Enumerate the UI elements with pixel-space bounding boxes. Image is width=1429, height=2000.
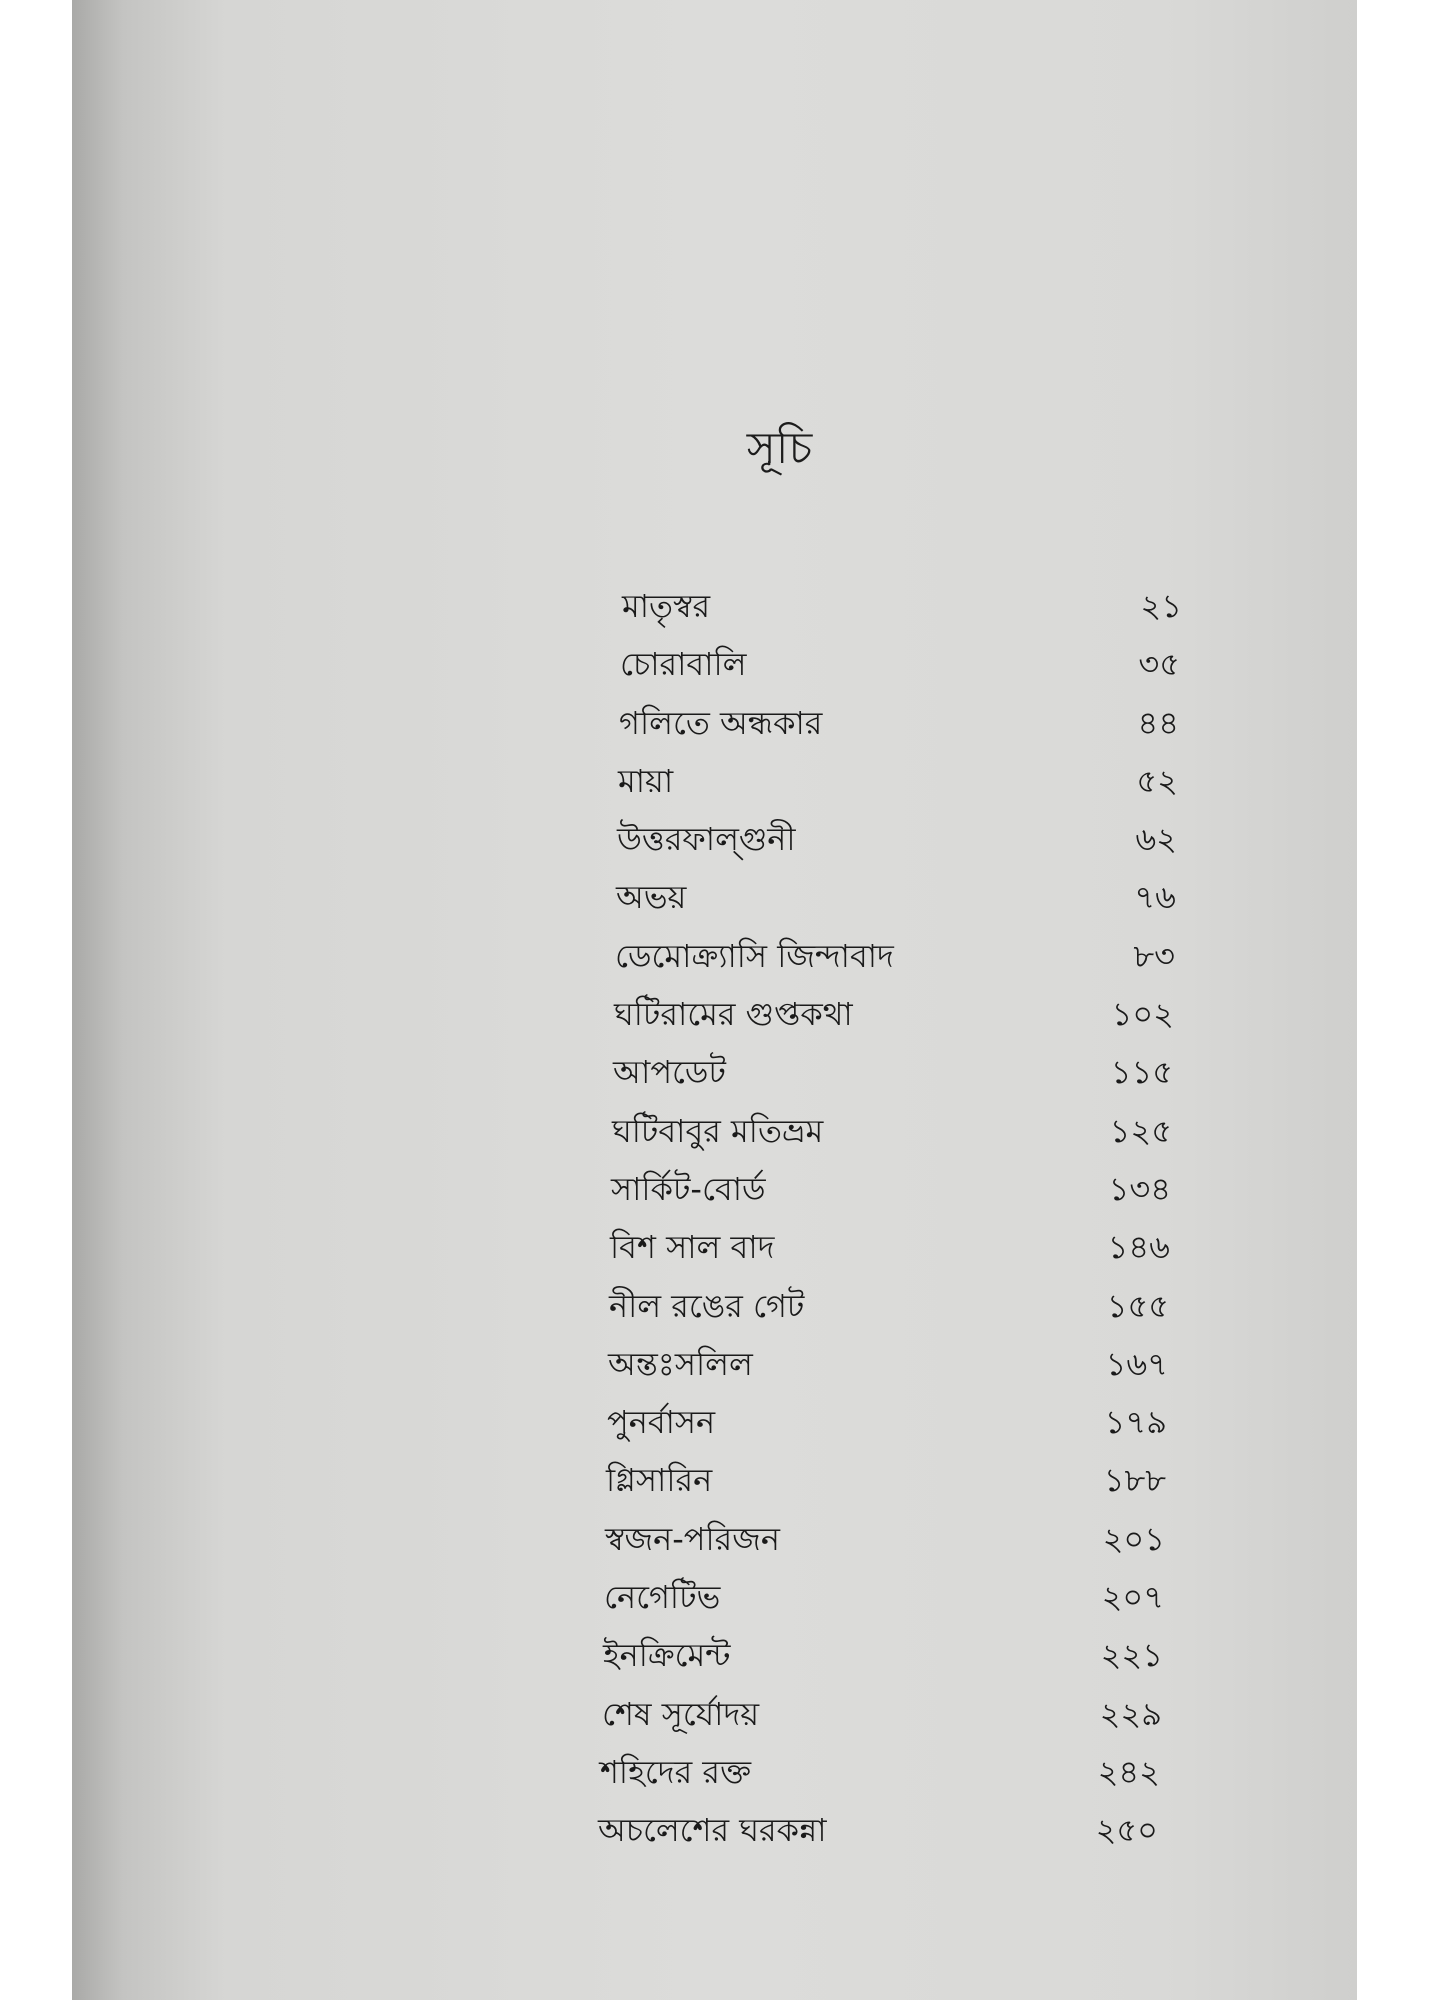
toc-entry-title: পুনর্বাসন xyxy=(607,1403,716,1442)
toc-entry-page-number: ৪৪ xyxy=(1137,703,1179,742)
toc-entry xyxy=(615,932,1175,990)
toc-entry-title: ঘটিরামের গুপ্তকথা xyxy=(614,995,853,1034)
toc-entry-title: নেগেটিভ xyxy=(604,1578,721,1617)
toc-entry-title: উত্তরফাল্গুনী xyxy=(617,820,796,859)
toc-entry xyxy=(607,1398,1167,1456)
toc-entry-page-number: ২৪২ xyxy=(1097,1752,1160,1791)
toc-entry xyxy=(613,1048,1173,1106)
toc-entry-page-number: ২২১ xyxy=(1100,1636,1163,1675)
toc-entry xyxy=(606,1456,1166,1514)
toc-entry-page-number: ১৩৪ xyxy=(1108,1169,1171,1208)
page-title: সূচি xyxy=(746,423,813,474)
toc-entry-title: সার্কিট-বোর্ড xyxy=(611,1169,766,1208)
toc-entry-page-number: ১৮৮ xyxy=(1103,1461,1166,1500)
toc-entry-title: চোরাবালি xyxy=(620,645,747,684)
toc-entry xyxy=(609,1282,1169,1340)
toc-entry-title: আপডেট xyxy=(613,1053,726,1092)
toc-entry-title: মাতৃস্বর xyxy=(622,587,711,625)
toc-entry-page-number: ৫২ xyxy=(1136,761,1178,800)
toc-entry xyxy=(620,640,1180,698)
toc-entry-title: বিশ সাল বাদ xyxy=(610,1228,775,1267)
book-page xyxy=(72,0,1357,2000)
toc-entry xyxy=(598,1806,1158,1864)
toc-entry-title: গলিতে অন্ধকার xyxy=(619,703,823,742)
toc-entry xyxy=(604,1573,1164,1631)
toc-entry-page-number: ২২৯ xyxy=(1099,1694,1162,1733)
toc-entry-page-number: ১৭৯ xyxy=(1104,1403,1167,1442)
toc-entry xyxy=(611,1165,1171,1223)
toc-entry-title: স্বজন-পরিজন xyxy=(605,1519,780,1558)
toc-entry-title: মায়া xyxy=(618,761,674,800)
toc-entry xyxy=(616,873,1176,931)
toc-entry-page-number: ২০৭ xyxy=(1101,1578,1164,1617)
toc-entry-title: শেষ সূর্যোদয় xyxy=(602,1694,760,1733)
toc-entry-page-number: ১৪৬ xyxy=(1107,1228,1170,1267)
toc-entry-title: গ্লিসারিন xyxy=(606,1461,713,1500)
toc-entry-title: অন্তঃসলিল xyxy=(608,1344,753,1383)
toc-entry-page-number: ১৬৭ xyxy=(1105,1344,1168,1383)
toc-entry xyxy=(603,1631,1163,1689)
toc-entry-title: ডেমোক্র্যাসি জিন্দাবাদ xyxy=(615,936,894,975)
toc-entry xyxy=(618,757,1178,815)
table-of-contents xyxy=(598,582,1182,1865)
toc-entry-page-number: ২৫০ xyxy=(1095,1811,1158,1850)
toc-entry-title: ইনক্রিমেন্ট xyxy=(603,1636,731,1675)
toc-entry xyxy=(619,699,1179,757)
toc-entry xyxy=(610,1223,1170,1281)
toc-entry-page-number: ৭৬ xyxy=(1134,878,1176,917)
toc-entry xyxy=(605,1515,1165,1573)
toc-entry-title: অভয় xyxy=(616,878,687,917)
toc-entry-page-number: ৮৩ xyxy=(1133,936,1175,975)
toc-entry-page-number: ৩৫ xyxy=(1138,645,1180,684)
toc-entry xyxy=(600,1748,1160,1806)
toc-entry-title: অচলেশের ঘরকন্না xyxy=(598,1811,827,1850)
toc-entry-page-number: ২০১ xyxy=(1102,1519,1165,1558)
toc-entry-title: নীল রঙের গেট xyxy=(609,1286,805,1325)
toc-entry xyxy=(602,1690,1162,1748)
toc-entry xyxy=(622,582,1182,640)
toc-entry-page-number: ৬২ xyxy=(1135,820,1177,859)
toc-entry xyxy=(614,990,1174,1048)
toc-entry-page-number: ২১ xyxy=(1140,587,1182,625)
toc-entry-page-number: ১৫৫ xyxy=(1106,1286,1169,1325)
toc-entry xyxy=(612,1107,1172,1165)
toc-entry xyxy=(617,815,1177,873)
toc-entry-title: শহিদের রক্ত xyxy=(600,1752,752,1791)
toc-entry-page-number: ১১৫ xyxy=(1110,1053,1173,1092)
toc-entry-page-number: ১০২ xyxy=(1111,995,1174,1034)
toc-entry xyxy=(608,1340,1168,1398)
toc-entry-title: ঘটিবাবুর মতিভ্রম xyxy=(612,1111,824,1150)
toc-entry-page-number: ১২৫ xyxy=(1109,1111,1172,1150)
